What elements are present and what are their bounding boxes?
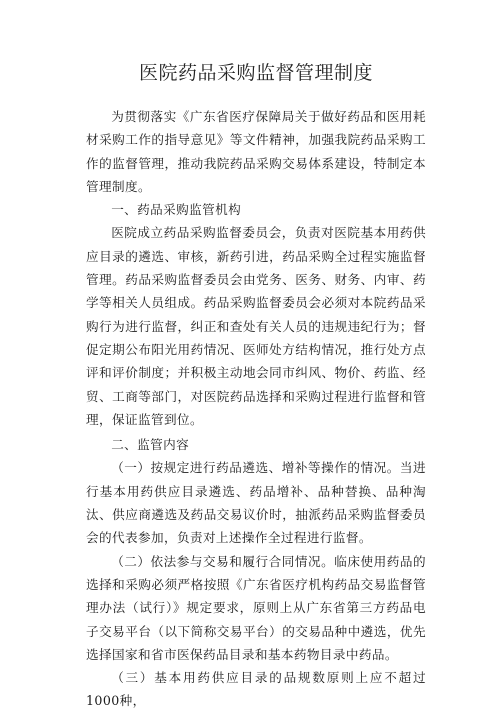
- section-2-heading: 二、监管内容: [111, 437, 190, 453]
- intro-paragraph: 为贯彻落实《广东省医疗保障局关于做好药品和医用耗材采购工作的指导意见》等文件精神，加强我院药品采购工作的监督管理，推动我院药品采购交易体系建设，特制定本管理制度。: [86, 109, 426, 194]
- document-title: 医院药品采购监督管理制度: [138, 62, 373, 84]
- section-2-item-2: （二）依法参与交易和履行合同情况。临床使用药品的选择和采购必须严格按照《广东省医疗机构药品交易监督管理办法（试行）》规定要求，原则上从广东省第三方药品电子交易平台（以下简称交易平台）的交易品种中遴选，优先选择国家和省市医保药品目录和基本药物目录中药品。: [86, 553, 426, 662]
- section-2-item-1: （一）按规定进行药品遴选、增补等操作的情况。当进行基本用药供应目录遴选、药品增补、品种替换、品种淘汰、供应商遴选及药品交易议价时，抽派药品采购监督委员会的代表参加，负责对上述操作全过程进行监督。: [86, 460, 426, 546]
- section-2-item-3: （三）基本用药供应目录的品规数原则上应不超过1000种，: [86, 670, 426, 709]
- section-1-heading: 一、药品采购监管机构: [111, 202, 242, 218]
- section-1-body: 医院成立药品采购监督委员会，负责对医院基本用药供应目录的遴选、审核，新药引进，药品采购全过程实施监督管理。药品采购监督委员会由党务、医务、财务、内审、药学等相关人员组成。药品采购监督委员会必须对本院药品采购行为进行监督，纠正和查处有关人员的违规违纪行为；督促定期公布阳光用药情况、医师处方结构情况，推行处方点评和评价制度；并积极主动地会同市纠风、物价、药监、经贸、工商等部门，对医院药品选择和采购过程进行监督和管理，保证监管到位。: [86, 225, 426, 427]
